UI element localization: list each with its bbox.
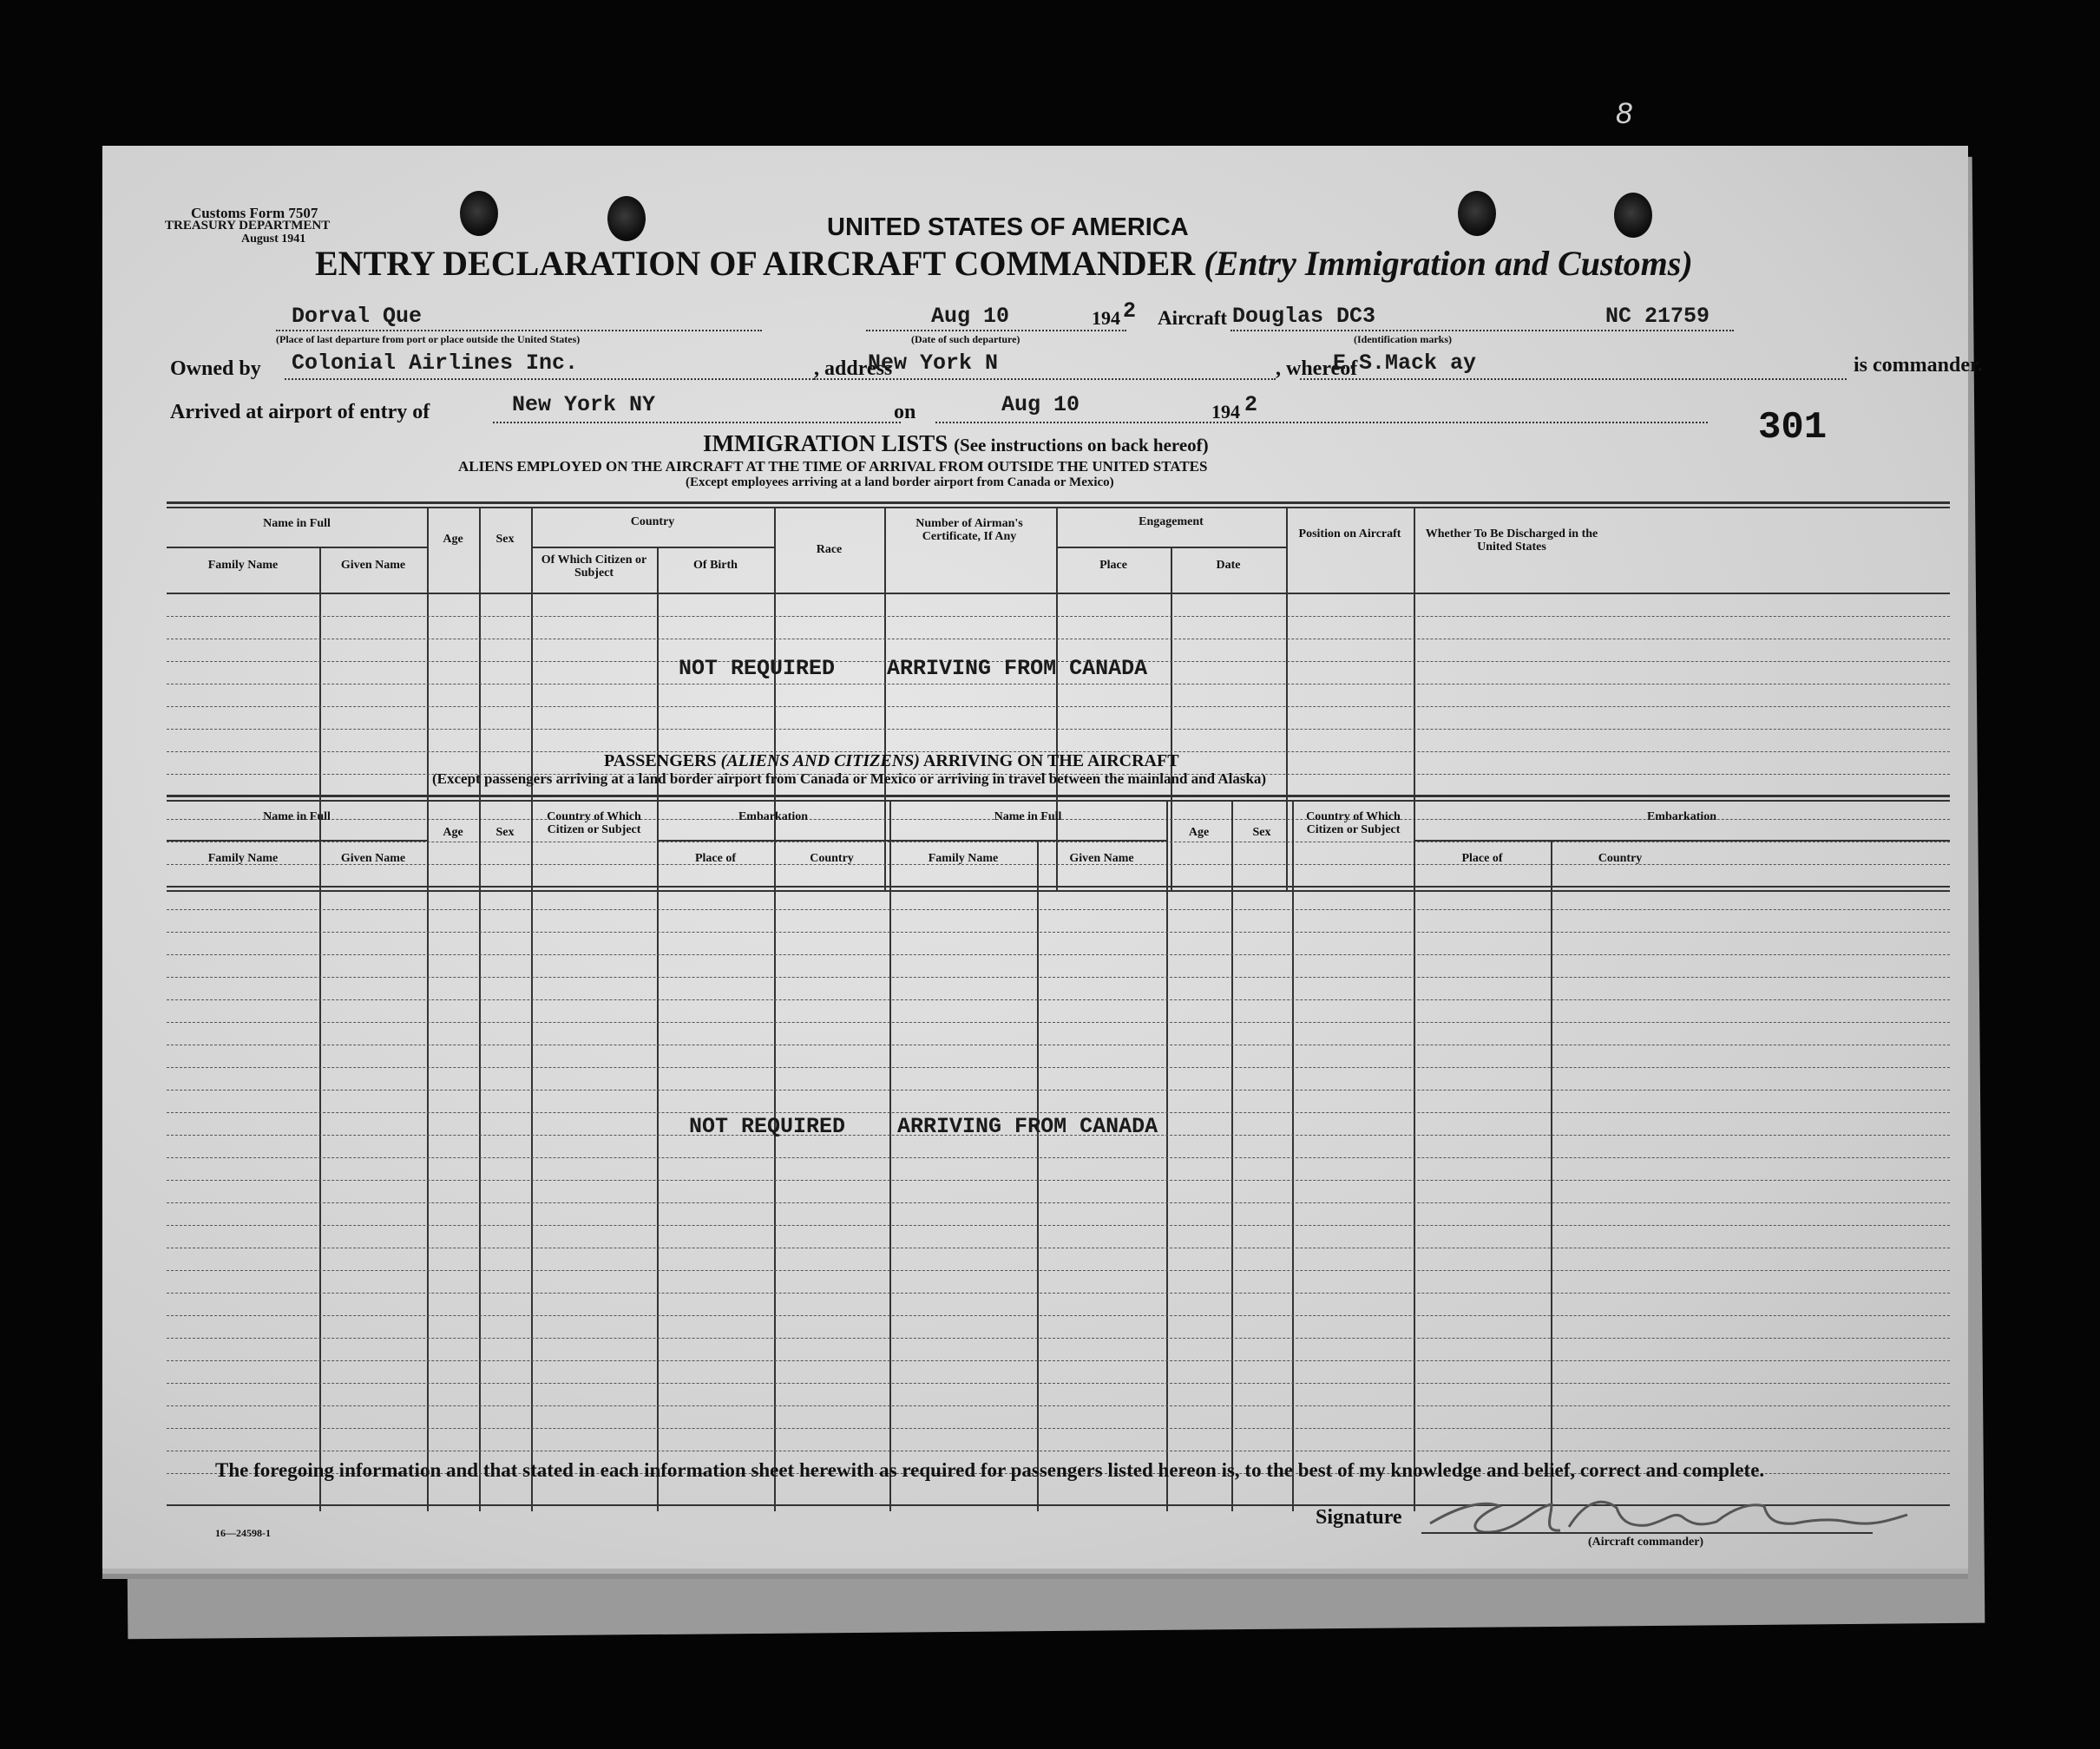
- immigration-heading-note: (See instructions on back hereof): [954, 435, 1209, 455]
- declaration-form: [102, 146, 1983, 1569]
- departure-date: Aug 10: [931, 304, 1010, 329]
- crew-col-country: Country: [630, 515, 675, 528]
- immigration-heading: [703, 430, 1209, 457]
- form-code: 16—24598-1: [215, 1527, 271, 1539]
- aircraft-ident: NC 21759: [1605, 304, 1710, 329]
- arrival-year-suffix: 2: [1244, 392, 1258, 417]
- arrival-place: New York NY: [512, 392, 656, 417]
- departure-year-suffix: 2: [1123, 298, 1137, 324]
- owner-line: [285, 378, 814, 380]
- arrival-place-line: [493, 422, 901, 423]
- pax-not-required-note: NOT REQUIRED ARRIVING FROM CANADA: [689, 1114, 1158, 1139]
- pax-col-age: Age: [443, 826, 463, 839]
- punch-hole: [1458, 191, 1496, 236]
- aircraft-type: Douglas DC3: [1232, 304, 1376, 329]
- passenger-table: [167, 795, 1950, 1511]
- crew-not-required-note: NOT REQUIRED ARRIVING FROM CANADA: [679, 656, 1148, 681]
- page-number: 8: [1616, 97, 1632, 130]
- arrival-on-label: on: [894, 401, 916, 423]
- departure-date-caption: (Date of such departure): [911, 333, 1020, 345]
- crew-col-discharged: Whether To Be Discharged in the United States: [1425, 527, 1598, 554]
- departure-place-caption: (Place of last departure from port or place outside the United States): [276, 333, 581, 345]
- passengers-heading-italic: (ALIENS AND CITIZENS): [720, 751, 920, 770]
- address-line: [814, 378, 1276, 380]
- pax-col-sex-2: Sex: [1252, 826, 1271, 839]
- punch-hole: [460, 191, 498, 236]
- passengers-heading: [604, 751, 1179, 771]
- pax-col-given-name-2: Given Name: [1069, 852, 1134, 865]
- crew-col-age: Age: [443, 533, 463, 546]
- immigration-heading-text: IMMIGRATION LISTS: [703, 430, 948, 456]
- form-title-main: ENTRY DECLARATION OF AIRCRAFT COMMANDER: [315, 244, 1196, 283]
- departure-place-line: [276, 330, 762, 331]
- commander-line: [1300, 378, 1847, 380]
- form-department: TREASURY DEPARTMENT: [165, 219, 331, 233]
- pax-col-citizen-2: Country of Which Citizen or Subject: [1306, 810, 1401, 836]
- crew-col-given-name: Given Name: [340, 559, 406, 572]
- pax-col-age-2: Age: [1188, 826, 1210, 839]
- crew-col-birth: Of Birth: [693, 559, 738, 572]
- crew-col-name-in-full: Name in Full: [263, 517, 331, 530]
- punch-hole: [1614, 193, 1652, 238]
- departure-year-prefix: 194: [1092, 307, 1120, 329]
- crew-col-place: Place: [1099, 559, 1127, 572]
- aircraft-ident-caption: (Identification marks): [1354, 333, 1452, 345]
- country-heading: UNITED STATES OF AMERICA: [827, 213, 1189, 241]
- address-label: , address: [814, 357, 893, 380]
- arrival-year-prefix: 194: [1211, 401, 1240, 423]
- arrival-label: Arrived at airport of entry of: [170, 401, 430, 423]
- form-title-sub: (Entry Immigration and Customs): [1204, 244, 1693, 283]
- departure-date-line: [866, 330, 1126, 331]
- aliens-heading: ALIENS EMPLOYED ON THE AIRCRAFT AT THE TIME OF ARRIVAL FROM OUTSIDE THE UNITED STATES: [458, 458, 1208, 475]
- pax-col-country: Country: [810, 852, 854, 865]
- signature-label: Signature: [1316, 1506, 1402, 1529]
- form-title: [315, 243, 1693, 284]
- pax-col-place-of-2: Place of: [1461, 852, 1503, 865]
- pax-col-family-name-2: Family Name: [928, 852, 999, 865]
- commander-name: E.S.Mack ay: [1333, 350, 1477, 376]
- pax-col-sex: Sex: [495, 826, 515, 839]
- form-date: August 1941: [241, 233, 306, 246]
- is-commander-label: is commander.: [1854, 354, 1983, 377]
- whereof-label: , whereof: [1276, 357, 1358, 380]
- signature-caption: (Aircraft commander): [1588, 1536, 1704, 1549]
- arrival-date-line: [935, 422, 1708, 423]
- crew-col-date: Date: [1216, 559, 1241, 572]
- reference-number: 301: [1758, 406, 1828, 449]
- owner-address: New York N: [868, 350, 999, 376]
- aircraft-line: [1230, 330, 1734, 331]
- form-number: Customs Form 7507: [191, 205, 318, 221]
- punch-hole: [607, 196, 646, 241]
- crew-col-citizen: Of Which Citizen or Subject: [541, 554, 647, 580]
- crew-col-position: Position on Aircraft: [1298, 527, 1401, 540]
- passengers-heading-suffix: ARRIVING ON THE AIRCRAFT: [922, 751, 1179, 770]
- passengers-note: (Except passengers arriving at a land border airport from Canada or Mexico or arriving in travel between the mainland and Alaska): [432, 770, 1267, 787]
- pax-col-embarkation: Embarkation: [738, 810, 809, 823]
- crew-col-race: Race: [816, 543, 843, 556]
- departure-place: Dorval Que: [292, 304, 423, 329]
- pax-col-place-of: Place of: [694, 852, 737, 865]
- crew-col-sex: Sex: [495, 533, 515, 546]
- owner-name: Colonial Airlines Inc.: [292, 350, 579, 376]
- pax-col-family-name: Family Name: [207, 852, 279, 865]
- arrival-date: Aug 10: [1001, 392, 1080, 417]
- pax-col-citizen: Country of Which Citizen or Subject: [547, 810, 641, 836]
- crew-col-family-name: Family Name: [207, 559, 279, 572]
- declaration-text: The foregoing information and that stated in each information sheet herewith as required for passengers listed hereon is, to the best of my knowledge and belief, correct and complete.: [215, 1459, 1765, 1481]
- pax-col-name-in-full: Name in Full: [263, 810, 331, 823]
- owned-by-label: Owned by: [170, 357, 261, 380]
- aircraft-label: Aircraft: [1158, 307, 1228, 329]
- signature-line: [1421, 1532, 1873, 1534]
- crew-col-engagement: Engagement: [1139, 515, 1204, 528]
- pax-col-name-in-full-2: Name in Full: [994, 810, 1062, 823]
- passengers-heading-prefix: PASSENGERS: [604, 751, 717, 770]
- crew-col-certificate: Number of Airman's Certificate, If Any: [915, 517, 1023, 543]
- pax-col-embarkation-2: Embarkation: [1646, 810, 1717, 823]
- pax-col-country-2: Country: [1598, 852, 1643, 865]
- aliens-note: (Except employees arriving at a land border airport from Canada or Mexico): [686, 475, 1114, 489]
- pax-col-given-name: Given Name: [340, 852, 406, 865]
